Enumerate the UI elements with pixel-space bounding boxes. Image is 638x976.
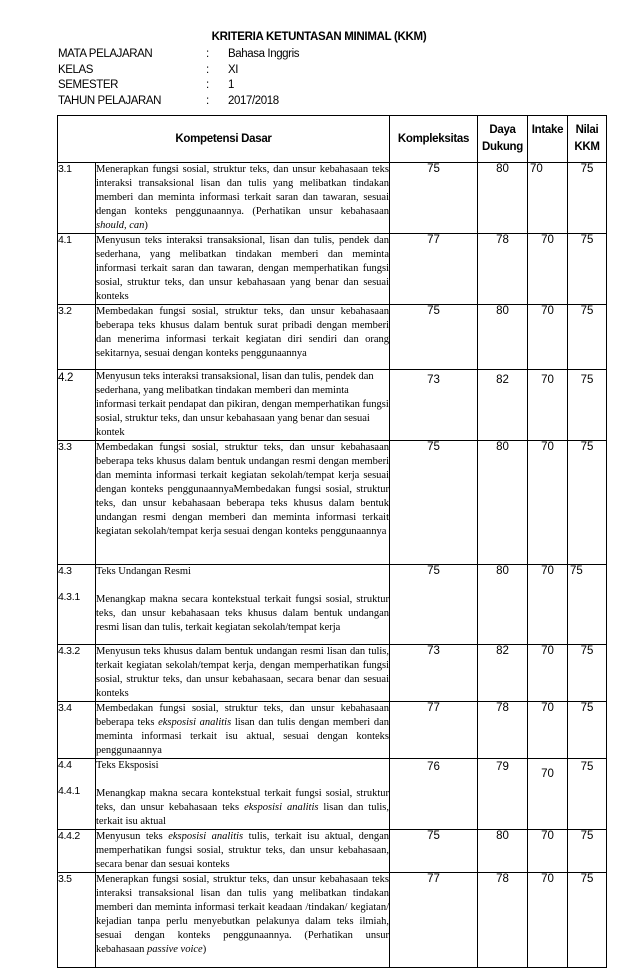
meta-colon: : bbox=[206, 48, 209, 60]
kd-description: Menyusun teks khusus dalam bentuk undangan resmi lisan dan tulis, terkait kegiatan sekolah/tempat kerja, dengan memperhatikan fungsi sosial, struktur teks, dan unsur kebahasaan, secara benar dan sesuai konteks bbox=[96, 645, 390, 702]
intake-value: 70 bbox=[528, 441, 568, 565]
kd-number: 3.2 bbox=[58, 305, 96, 370]
intake-value: 70 bbox=[528, 234, 568, 305]
table-row bbox=[58, 163, 607, 234]
kd-description: Membedakan fungsi sosial, struktur teks, dan unsur kebahasaan beberapa teks khusus dalam bentuk surat pribadi dengan memberi dan menerima informasi terkait kegiatan diri sendiri dan orang sekitarnya, sesuai dengan konteks penggunaannya bbox=[96, 305, 390, 370]
daya-dukung-value: 82 bbox=[478, 370, 528, 441]
kd-description-text: ) bbox=[144, 220, 148, 231]
kd-description-emphasis: eksposisi analitis bbox=[244, 802, 319, 813]
kd-heading: Teks Eksposisi bbox=[96, 760, 159, 771]
daya-dukung-value: 78 bbox=[478, 234, 528, 305]
meta-row-class bbox=[58, 63, 299, 79]
kd-heading: Teks Undangan Resmi bbox=[96, 566, 191, 577]
kd-number: 3.1 bbox=[58, 163, 96, 234]
kompleksitas-value: 73 bbox=[390, 645, 478, 702]
meta-label: SEMESTER bbox=[58, 79, 119, 91]
kd-description-emphasis: eksposisi analitis bbox=[168, 831, 244, 842]
kd-number: 3.5 bbox=[58, 873, 96, 968]
kd-number: 3.4 bbox=[58, 702, 96, 759]
intake-value: 70 bbox=[528, 305, 568, 370]
kd-description-text: Menangkap makna secara kontekstual terkait fungsi sosial, struktur teks, dan unsur kebahasaan teks bbox=[96, 788, 389, 813]
table-row bbox=[58, 645, 607, 702]
nilai-kkm-value: 75 bbox=[568, 234, 607, 305]
nilai-kkm-value: 75 bbox=[568, 163, 607, 234]
daya-dukung-value: 79 bbox=[478, 759, 528, 830]
table-row bbox=[58, 565, 607, 645]
intake-value: 70 bbox=[528, 370, 568, 441]
table-row bbox=[58, 305, 607, 370]
meta-value: Bahasa Inggris bbox=[228, 48, 300, 60]
kd-number: 3.3 bbox=[58, 441, 96, 565]
kd-description: Membedakan fungsi sosial, struktur teks, dan unsur kebahasaan beberapa teks khusus dalam bentuk undangan resmi dengan memberi dan meminta informasi terkait kegiatan sekolah/tempat kerja sesuai dengan konteks penggunaannyaMembedakan fungsi sosial, struktur teks, dan unsur kebahasaan beberapa teks khusus dalam bentuk undangan resmi dengan memberi dan meminta informasi terkait kegiatan sekolah/tempat kerja sesuai dengan konteks penggunaannya bbox=[96, 441, 390, 565]
meta-value: 2017/2018 bbox=[228, 94, 279, 107]
meta-label: MATA PELAJARAN bbox=[58, 48, 153, 60]
intake-value: 70 bbox=[528, 702, 568, 759]
meta-row-semester bbox=[58, 78, 299, 94]
kd-number: 4.3 bbox=[58, 565, 72, 577]
intake-value: 70 bbox=[528, 873, 568, 968]
meta-value: XI bbox=[228, 63, 239, 76]
daya-dukung-value: 80 bbox=[478, 441, 528, 565]
meta-label: TAHUN PELAJARAN bbox=[58, 94, 162, 107]
nilai-kkm-value: 75 bbox=[568, 441, 607, 565]
kd-sub-number: 4.3.1 bbox=[58, 591, 80, 603]
nilai-kkm-value: 75 bbox=[568, 830, 607, 873]
nilai-kkm-value: 75 bbox=[568, 702, 607, 759]
kd-number: 4.4.2 bbox=[58, 830, 96, 873]
header-daya-dukung bbox=[478, 116, 528, 163]
kompleksitas-value: 76 bbox=[390, 759, 478, 830]
intake-value: 70 bbox=[528, 645, 568, 702]
kompleksitas-value: 75 bbox=[390, 305, 478, 370]
intake-value: 70 bbox=[528, 759, 568, 830]
daya-dukung-value: 80 bbox=[478, 305, 528, 370]
kd-number-cell bbox=[58, 759, 96, 830]
kd-description-emphasis: eksposisi analitis bbox=[158, 717, 232, 728]
header-intake: Intake bbox=[528, 116, 568, 163]
meta-colon: : bbox=[206, 63, 209, 76]
nilai-kkm-value: 75 bbox=[568, 370, 607, 441]
header-nilai: Nilai bbox=[575, 124, 599, 136]
daya-dukung-value: 78 bbox=[478, 873, 528, 968]
meta-colon: : bbox=[206, 79, 209, 91]
kd-sub-number: 4.4.1 bbox=[58, 785, 80, 797]
kd-description-text: Membedakan fungsi sosial, struktur teks, dan unsur kebahasaan beberapa teks bbox=[96, 703, 389, 728]
daya-dukung-value: 78 bbox=[478, 702, 528, 759]
kd-description-text: Menyusun teks bbox=[96, 831, 169, 842]
table-row bbox=[58, 830, 607, 873]
kd-description bbox=[96, 830, 390, 873]
kd-description bbox=[96, 759, 390, 830]
header-kompleksitas: Kompleksitas bbox=[390, 116, 478, 163]
table-row bbox=[58, 441, 607, 565]
meta-colon: : bbox=[206, 94, 209, 107]
table-row bbox=[58, 370, 607, 441]
kompleksitas-value: 75 bbox=[390, 830, 478, 873]
kd-number: 4.1 bbox=[58, 234, 96, 305]
kd-description bbox=[96, 702, 390, 759]
kd-description-text: ) bbox=[202, 944, 207, 955]
kd-description-emphasis: should, can bbox=[96, 220, 145, 231]
kd-description: Menyusun teks interaksi transaksional, lisan dan tulis, pendek dan sederhana, yang melibatkan tindakan memberi dan meminta informasi terkait saran dan tawaran, dengan memperhatikan fungsi sosial, struktur teks, dan unsur kebahasaan yang benar dan sesuai konteks bbox=[96, 234, 390, 305]
table-row bbox=[58, 873, 607, 968]
header-daya: Daya bbox=[489, 124, 516, 136]
daya-dukung-value: 80 bbox=[478, 830, 528, 873]
kd-description-text: lisan dan tulis, terkait isu aktual bbox=[96, 802, 389, 827]
kd-number: 4.4 bbox=[58, 759, 72, 771]
kompleksitas-value: 73 bbox=[390, 370, 478, 441]
daya-dukung-value: 80 bbox=[478, 163, 528, 234]
header-nilai-kkm bbox=[568, 116, 607, 163]
kd-description-text: Menerapkan fungsi sosial, struktur teks, dan unsur kebahasaan teks interaksi transaksional lisan dan tulis yang melibatkan tindakan memberi dan meminta informasi terkait saran dan tawaran, sesuai dengan konteks penggunaannya. (Perhatikan unsur kebahasaan bbox=[96, 164, 389, 217]
kompleksitas-value: 77 bbox=[390, 702, 478, 759]
header-kkm: KKM bbox=[574, 141, 600, 153]
kd-number: 4.3.2 bbox=[58, 645, 96, 702]
kompleksitas-value: 75 bbox=[390, 163, 478, 234]
meta-row-year bbox=[58, 94, 299, 110]
document-meta bbox=[58, 47, 299, 109]
kompleksitas-value: 75 bbox=[390, 441, 478, 565]
kd-description-text: lisan dan tulis dengan memberi dan meminta informasi terkait isu aktual, sesuai dengan konteks penggunaannya bbox=[96, 717, 389, 756]
header-kompetensi-dasar: Kompetensi Dasar bbox=[58, 116, 390, 163]
nilai-kkm-value: 75 bbox=[568, 873, 607, 968]
kompleksitas-value: 75 bbox=[390, 565, 478, 645]
table-header-row bbox=[58, 116, 607, 163]
daya-dukung-value: 82 bbox=[478, 645, 528, 702]
table-row bbox=[58, 759, 607, 830]
kd-description-text: Menerapkan fungsi sosial, struktur teks, dan unsur kebahasaan teks interaksi transaksional lisan dan tulis yang melibatkan tindakan memberi dan meminta informasi terkait keadaan /tindakan/ kegiatan/ kejadian tanpa perlu menyebutkan pelakunya dalam teks ilmiah, sesuai dengan konteks penggunaannya. (Perhatikan unsur kebahasaan bbox=[96, 874, 389, 955]
meta-value: 1 bbox=[228, 79, 234, 91]
kd-description bbox=[96, 163, 390, 234]
kd-description-emphasis: passive voice bbox=[147, 944, 203, 955]
kd-number-cell bbox=[58, 565, 96, 645]
kd-description bbox=[96, 873, 390, 968]
document-title: KRITERIA KETUNTASAN MINIMAL (KKM) bbox=[211, 31, 427, 43]
kd-description bbox=[96, 565, 390, 645]
table-row bbox=[58, 234, 607, 305]
header-dukung: Dukung bbox=[482, 141, 523, 153]
kd-description-text: tulis, terkait isu aktual, dengan memperhatikan fungsi sosial, struktur teks, dan unsur kebahasaan, secara benar dan sesuai konteks bbox=[96, 831, 390, 870]
kompleksitas-value: 77 bbox=[390, 873, 478, 968]
intake-value: 70 bbox=[528, 565, 568, 645]
kd-description: Menyusun teks interaksi transaksional, lisan dan tulis, pendek dan sederhana, yang melibatkan tindakan memberi dan meminta informasi terkait pendapat dan pikiran, dengan memperhatikan fungsi sosial, struktur teks, dan unsur kebahasaan yang benar dan sesuai kontek bbox=[96, 370, 390, 441]
meta-label: KELAS bbox=[58, 63, 94, 76]
nilai-kkm-value: 75 bbox=[568, 565, 607, 645]
kd-description-text bbox=[96, 787, 389, 829]
kd-description-text: Menangkap makna secara kontekstual terkait fungsi sosial, struktur teks, dan unsur kebahasaan teks khusus dalam bentuk undangan resmi lisan dan tulis, terkait kegiatan sekolah/tempat kerja bbox=[96, 594, 389, 633]
nilai-kkm-value: 75 bbox=[568, 645, 607, 702]
daya-dukung-value: 80 bbox=[478, 565, 528, 645]
intake-value: 70 bbox=[528, 163, 568, 234]
meta-row-subject bbox=[58, 47, 299, 63]
kd-number: 4.2 bbox=[58, 370, 96, 441]
nilai-kkm-value: 75 bbox=[568, 759, 607, 830]
kkm-table bbox=[57, 115, 607, 968]
nilai-kkm-value: 75 bbox=[568, 305, 607, 370]
table-row bbox=[58, 702, 607, 759]
kompleksitas-value: 77 bbox=[390, 234, 478, 305]
intake-value: 70 bbox=[528, 830, 568, 873]
